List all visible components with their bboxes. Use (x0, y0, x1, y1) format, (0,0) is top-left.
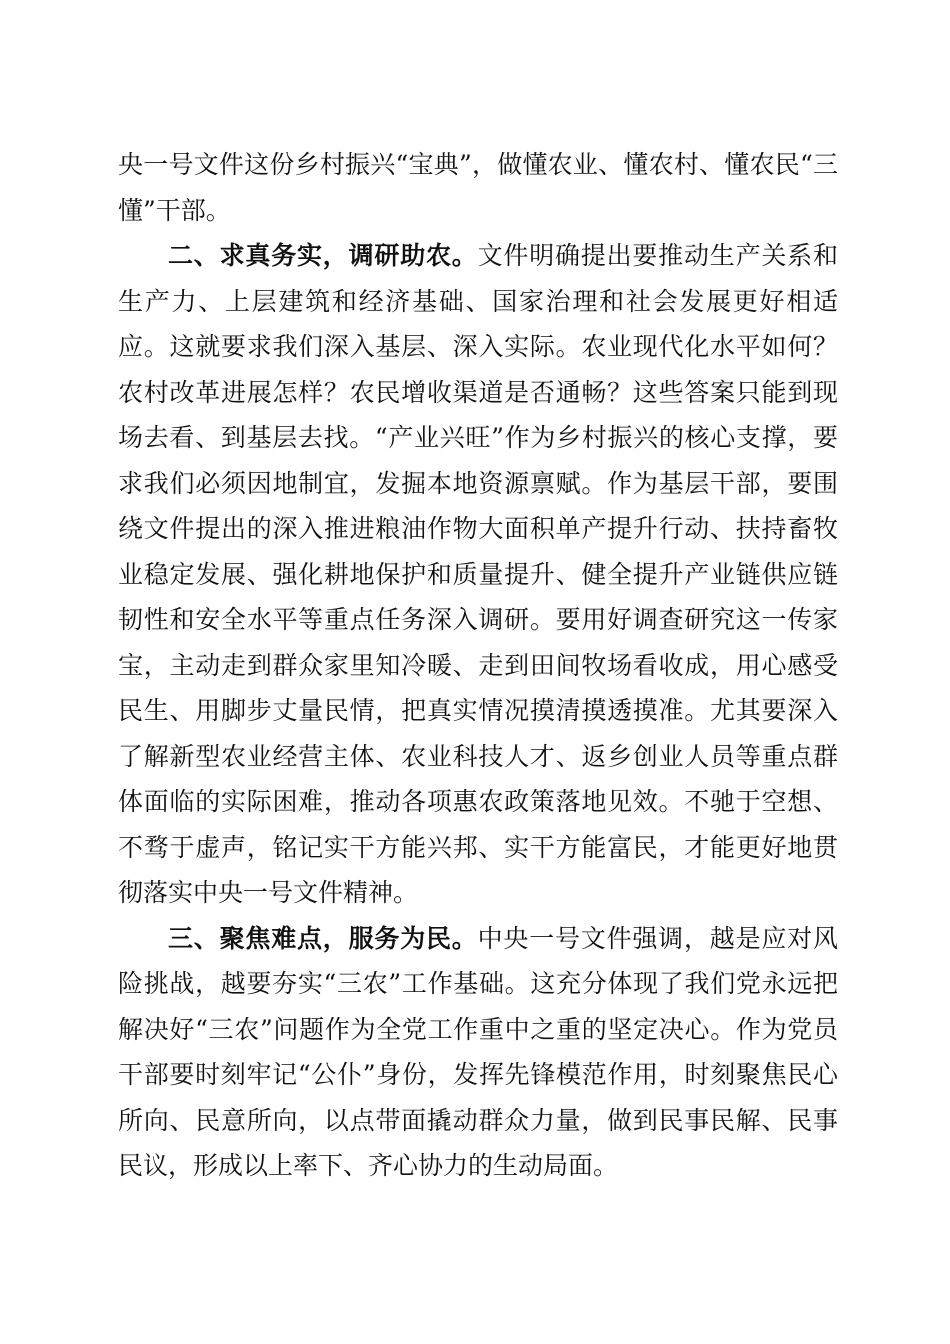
paragraph-body: 文件明确提出要推动生产关系和生产力、上层建筑和经济基础、国家治理和社会发展更好相适应。这就要求我们深入基层、深入实际。农业现代化水平如何？农村改革进展怎样？农民增收渠道是否通畅？这些答案只能到现场去看、到基层去找。“产业兴旺”作为乡村振兴的核心支撑，要求我们必须因地制宜，发掘本地资源禀赋。作为基层干部，要围绕文件提出的深入推进粮油作物大面积单产提升行动、扶持畜牧业稳定发展、强化耕地保护和质量提升、健全提升产业链供应链韧性和安全水平等重点任务深入调研。要用好调查研究这一传家宝，主动走到群众家里知冷暖、走到田间牧场看收成，用心感受民生、用脚步丈量民情，把真实情况摸清摸透摸准。尤其要深入了解新型农业经营主体、农业科技人才、返乡创业人员等重点群体面临的实际困难，推动各项惠农政策落地见效。不驰于空想、不骛于虚声，铭记实干方能兴邦、实干方能富民，才能更好地贯彻落实中央一号文件精神。 (118, 241, 838, 907)
section-heading: 三、聚焦难点，服务为民。 (168, 923, 478, 953)
document-body (118, 142, 838, 1189)
paragraph-section-three (118, 916, 838, 1189)
paragraph-continuation (118, 142, 838, 233)
section-heading: 二、求真务实，调研助农。 (168, 241, 478, 270)
paragraph-body: 中央一号文件强调，越是应对风险挑战，越要夯实“三农”工作基础。这充分体现了我们党永远把解决好“三农”问题作为全党工作重中之重的坚定决心。作为党员干部要时刻牢记“公仆”身份，发挥先锋模范作用，时刻聚焦民心所向、民意所向，以点带面撬动群众力量，做到民事民解、民事民议，形成以上率下、齐心协力的生动局面。 (118, 923, 838, 1180)
paragraph-section-two (118, 233, 838, 916)
paragraph-body: 央一号文件这份乡村振兴“宝典”，做懂农业、懂农村、懂农民“三懂”干部。 (118, 150, 838, 225)
